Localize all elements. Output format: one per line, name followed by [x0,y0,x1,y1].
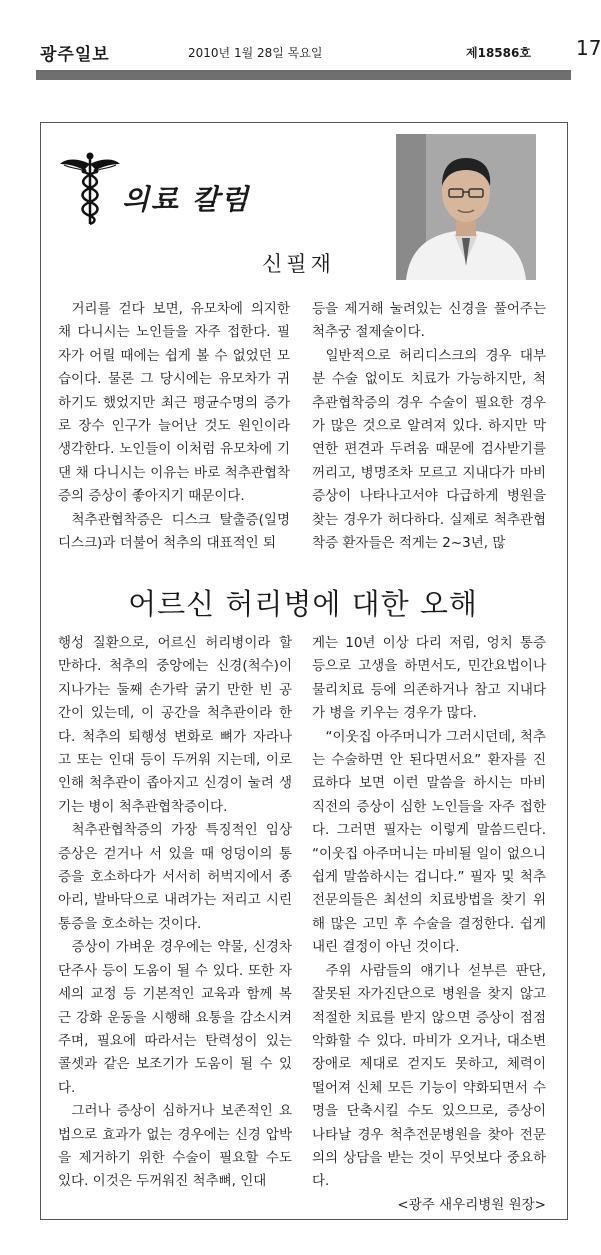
issue-number: 제18586호 [466,46,531,60]
author-name: 신필재 [262,252,335,276]
text-column-bottom-right [312,632,546,1213]
paragraph: 주위 사람들의 얘기나 섣부른 판단, 잘못된 자가진단으로 병원을 찾지 않고 적절한 치료를 받지 않으면 증상이 점점 악화할 수 있다. 마비가 오거나, 대소변장애로 제대로 걷지도 못하고, 체력이 떨어져 신체 모든 기능이 약화되면서 수명을 단축시킬 수도 있으므로, 증상이 나타날 경우 척추전문병원을 찾아 전문의의 상담을 받는 것이 무엇보다 중요하다. [312,962,546,1190]
newspaper-masthead [36,36,601,80]
newspaper-name: 광주일보 [40,45,110,65]
paragraph: 일반적으로 허리디스크의 경우 대부분 수술 없이도 치료가 가능하지만, 척추관협착증의 경우 수술이 필요한 경우가 많은 것으로 알려져 있다. 하지만 막연한 편견과 두려움 때문에 검사받기를 꺼리고, 병명조차 모르고 지내다가 마비증상이 나타나고서야 다급하게 병원을 찾는 경우가 허다하다. 실제로 척추관협착증 환자들은 적게는 2~3년, 많 [312,347,546,552]
text-column-top-left [58,298,290,560]
article-headline: 어르신 허리병에 대한 오해 [128,587,478,621]
paragraph: 거리를 걷다 보면, 유모차에 의지한 채 다니시는 노인들을 자주 접한다. 필자가 어릴 때에는 쉽게 볼 수 없었던 모습이다. 물론 그 당시에는 유모차가 귀하기도 했었지만 최근 평균수명의 증가로 장수 인구가 늘어난 것도 원인이라 생각한다. 노인들이 이처럼 유모차에 기댄 채 다니시는 이유는 바로 척추관협착증의 증상이 좋아지기 때문이다. [58,301,290,505]
page-number: 17 [576,36,601,60]
paragraph: 척추관협착증의 가장 특징적인 임상 증상은 걷거나 서 있을 때 엉덩이의 통증을 호소하다가 서서히 허벅지에서 종아리, 발바닥으로 내려가는 저리고 시린 통증을 호소하는 것이다. [58,822,292,932]
author-affiliation: <광주 새우리병원 원장> [397,1196,546,1213]
publication-date: 2010년 1월 28일 목요일 [188,46,323,60]
paragraph: 증상이 가벼운 경우에는 약물, 신경차단주사 등이 도움이 될 수 있다. 또한 자세의 교정 등 기본적인 교육과 함께 복근 강화 운동을 시행해 요통을 감소시켜주며, 필요에 따라서는 탄력성이 있는 콜셋과 같은 보조기가 도움이 될 수 있다. [58,939,292,1096]
column-title: 의료 칼럼 [122,183,250,216]
author-photo [396,134,536,280]
paragraph: 척추관협착증은 디스크 탈출증(일명 디스크)과 더불어 척추의 대표적인 퇴 [58,511,290,552]
paragraph: 그러나 증상이 심하거나 보존적인 요법으로 효과가 없는 경우에는 신경 압박을 제거하기 위한 수술이 필요할 수도 있다. 이것은 두꺼워진 척추뼈, 인대 [58,1103,292,1190]
caduceus-icon [58,150,122,226]
text-column-bottom-left [58,632,292,1204]
paragraph: 등을 제거해 눌려있는 신경을 풀어주는 척추궁 절제술이다. [312,301,546,341]
paragraph: 행성 질환으로, 어르신 허리병이라 할 만하다. 척추의 중앙에는 신경(척수)이 지나가는 둘째 손가락 굵기 만한 빈 공간이 있는데, 이 공간을 척추관이라 한다. 척추의 퇴행성 변화로 뼈가 자라나고 또는 인대 등이 두꺼워 지는데, 이로 인해 척추관이 좁아지고 신경이 눌려 생기는 병이 척추관협착증이다. [58,635,292,815]
paragraph: “이웃집 아주머니가 그러시던데, 척추는 수술하면 안 된다면서요” 환자를 진료하다 보면 이런 말씀을 하시는 마비 직전의 증상이 심한 노인들을 자주 접한다. 그러면 필자는 이렇게 말씀드린다. “이웃집 아주머니는 마비될 일이 없으니 쉽게 말씀하시는 겁니다.” 필자 및 척추전문의들은 최선의 치료방법을 찾기 위해 많은 고민 후 수술을 결정한다. 쉽게 내린 결정이 아닌 것이다. [312,728,546,956]
paragraph: 게는 10년 이상 다리 저림, 엉치 통증 등으로 고생을 하면서도, 민간요법이나 물리치료 등에 의존하거나 참고 지내다가 병을 키우는 경우가 많다. [312,635,546,722]
text-column-top-right [312,298,546,560]
